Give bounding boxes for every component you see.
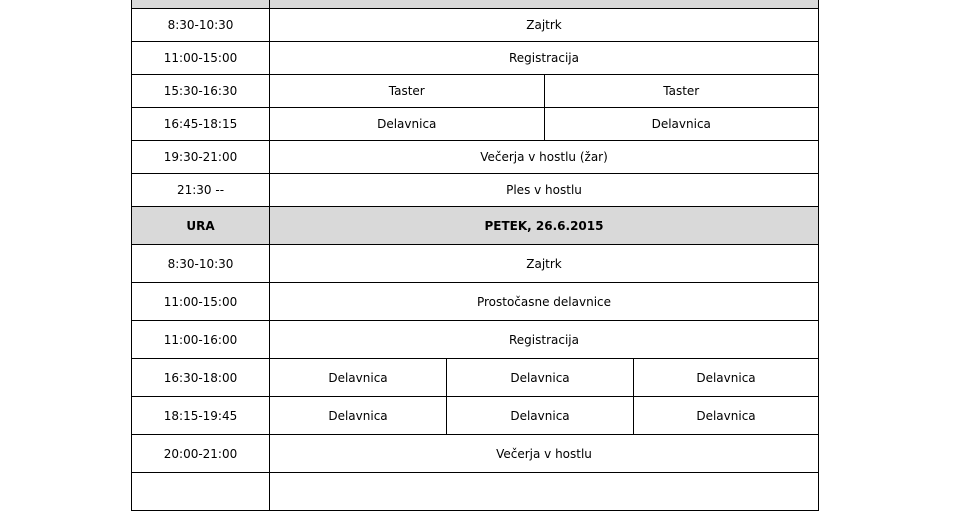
time-cell: 16:30-18:00 [132, 359, 270, 396]
event-cell: Taster [388, 84, 425, 98]
table-header-row [131, 207, 819, 245]
event-cell: Delavnica [377, 117, 437, 131]
event-cell: Delavnica [544, 108, 819, 140]
event-cell: Delavnica [328, 408, 388, 423]
header-cell-time: URA [132, 207, 270, 244]
event-cell: Delavnica [633, 359, 818, 396]
time-cell: 18:15-19:45 [132, 397, 270, 434]
table-header-row-partial [131, 0, 819, 9]
event-cell: Zajtrk [526, 256, 562, 271]
time-cell: 19:30-21:00 [132, 141, 270, 173]
event-cell: Registracija [509, 51, 579, 65]
table-row [131, 141, 819, 174]
time-cell [132, 473, 270, 510]
event-cell: Večerja v hostlu [496, 446, 592, 461]
table-row [131, 473, 819, 511]
time-cell: 20:00-21:00 [132, 435, 270, 472]
table-row [131, 245, 819, 283]
header-cell-time [132, 0, 270, 8]
table-row [131, 174, 819, 207]
table-row [131, 397, 819, 435]
event-cell: Delavnica [328, 370, 388, 385]
event-cell: Registracija [509, 332, 579, 347]
time-cell: 21:30 -- [132, 174, 270, 206]
time-cell: 8:30-10:30 [132, 245, 270, 282]
event-cell: Delavnica [633, 397, 818, 434]
table-row [131, 359, 819, 397]
time-cell: 16:45-18:15 [132, 108, 270, 140]
event-cell [270, 473, 818, 510]
table-row [131, 9, 819, 42]
table-row [131, 321, 819, 359]
event-cell: Večerja v hostlu (žar) [480, 150, 608, 164]
table-row [131, 435, 819, 473]
schedule-table [131, 0, 819, 511]
event-cell: Delavnica [446, 397, 633, 434]
time-cell: 11:00-15:00 [132, 283, 270, 320]
time-cell: 11:00-15:00 [132, 42, 270, 74]
table-row [131, 108, 819, 141]
table-row [131, 42, 819, 75]
event-cell: Prostočasne delavnice [476, 294, 612, 309]
event-cell: Zajtrk [526, 18, 562, 32]
time-cell: 8:30-10:30 [132, 9, 270, 41]
header-cell-day [270, 0, 818, 8]
header-cell-day: PETEK, 26.6.2015 [484, 218, 604, 233]
table-row [131, 283, 819, 321]
time-cell: 15:30-16:30 [132, 75, 270, 107]
event-cell: Taster [544, 75, 819, 107]
time-cell: 11:00-16:00 [132, 321, 270, 358]
table-row [131, 75, 819, 108]
event-cell: Delavnica [446, 359, 633, 396]
event-cell: Ples v hostlu [506, 183, 582, 197]
